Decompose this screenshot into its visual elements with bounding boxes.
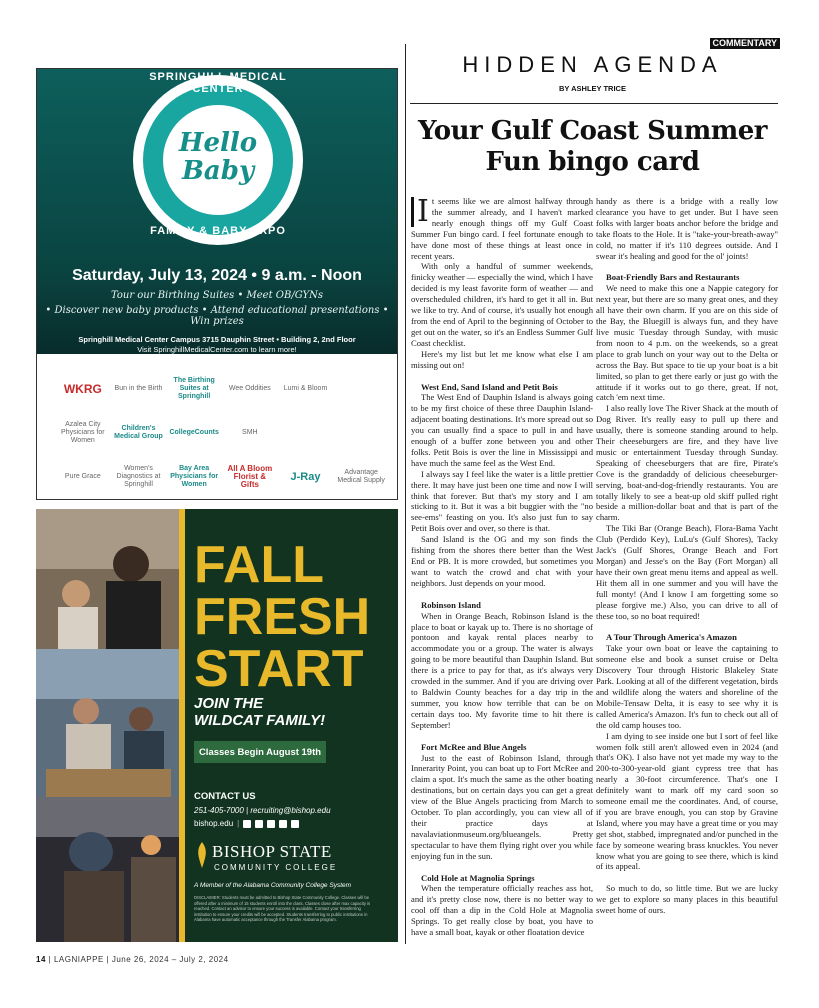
article-column-2 — [596, 196, 778, 916]
sponsor-logo: J-Ray — [290, 471, 321, 483]
contact-phone-email[interactable]: 251-405-7000 | recruiting@bishop.edu — [194, 806, 331, 815]
paragraph: So much to do, so little time. But we are lucky we get to explore so many places in this beautiful sweet home of ours. — [596, 883, 778, 916]
byline: BY ASHLEY TRICE — [559, 84, 626, 93]
headline-start: START — [194, 640, 364, 698]
paragraph: I also really love The River Shack at the mouth of Dog River. It's really easy to pull up there and usually, there is someone standing around to help. Their cheeseburgers are fire, and they have live music or entertainment Tuesday through Sunday. Speaking of cheeseburgers that are fire, Pirate's Cove is the grandaddy of delicious cheeseburger-serving, boat-and-dog-friendly restaurants. You are totally likely to see a beat-up old skiff pulled right beside a million-dollar boat and that is part of the charm. — [596, 403, 778, 523]
linkedin-icon[interactable] — [291, 820, 299, 828]
headline-line-2: Fun bingo card — [485, 147, 700, 177]
sponsor-logo: The Birthing Suites at Springhill — [173, 377, 215, 400]
column-name: HIDDEN AGENDA — [462, 52, 723, 77]
hello-baby-logo — [163, 129, 273, 185]
badge-title: SPRINGHILL MEDICAL CENTER — [149, 71, 287, 95]
website-link[interactable]: bishop.edu — [194, 819, 234, 828]
photo-welding — [36, 797, 179, 942]
photo-workshop — [36, 649, 179, 797]
spacer — [596, 872, 778, 883]
sponsor-logo: Wee Oddities — [228, 385, 271, 392]
contact-heading: CONTACT US — [194, 791, 256, 802]
paragraph: I always say I feel like the water is a little prettier there. It may have just been one time and now I will think that forever. But that's my story and I am sticking to it. But it was a bit buggier with the "no see-ems" feasting on you. It's also just fun to say Petit Bois over and over, so there is that. — [411, 468, 593, 534]
subhead: Cold Hole at Magnolia Springs — [421, 872, 535, 883]
paragraph: Sand Island is the OG and my son finds the fishing from the shores there better than the West End or PB. It is more crowded, but sometimes you want to watch the crowd and chat with your neighbors. Just depends on your mood. — [411, 534, 593, 588]
springhill-expo-ad[interactable] — [36, 68, 398, 500]
event-line-1: Tour our Birthing Suites • Meet OB/GYNs — [110, 290, 324, 301]
headline-line-1: Your Gulf Coast Summer — [417, 116, 768, 146]
subhead: Boat-Friendly Bars and Restaurants — [606, 272, 740, 283]
sponsor-logo: Pure Grace — [64, 473, 101, 480]
paragraph: When the temperature officially reaches ass hot, and it's pretty close now, there is no better way to cool off than a dip in the Cold Hole at Magnolia Springs. To get really close by boat, you have to have a small boat, kayak or other floatation device — [411, 883, 593, 938]
photo-cosmetology — [36, 509, 179, 649]
classes-begin-button[interactable]: Classes Begin August 19th — [194, 741, 326, 763]
sponsor-logo: Advantage Medical Supply — [337, 469, 385, 484]
paragraph: Just to the east of Robinson Island, through Innerarity Point, you can boat up to Fort McRee and claim a spot. It's much the same as the other boating destinations, but on certain days you can get a great view of the Blue Angels practicing from March to October. To plan accordingly, you can view all of their practice days at navalaviationmuseum.org/blueangels. Pretty spectacular to have them flying right over you while enjoying fun in the sun. — [411, 752, 593, 861]
page-footer: 14 | LAGNIAPPE | June 26, 2024 – July 2, 2024 — [36, 955, 229, 964]
event-address: Springhill Medical Center Campus 3715 Dauphin Street • Building 2, 2nd Floor — [78, 335, 356, 344]
paragraph: With only a handful of summer weekends, finicky weather — especially the wind, which I have decided is my least favorite form of weather — and overscheduled children, it's hard to get it all in. But we like to try. And of course, it's usually hot enough from the end of April to the beginning of October to get out on the water, so it's an Endless Summer Gulf Coast checklist. — [411, 261, 593, 348]
header-rule — [410, 103, 778, 104]
paragraph: The West End of Dauphin Island is always going to be my first choice of these three Dauphin Island-adjacent boating destinations. It's more spread out so you can usually find a space to pull in and have enough of a buffer zone between you and other folks. Petit Bois is over the line in Mississippi and have much the same feel as the West End. — [411, 392, 593, 468]
sponsor-logo: Azalea City Physicians for Women — [61, 421, 105, 444]
subhead: Robinson Island — [421, 599, 481, 610]
section-label: COMMENTARY — [710, 38, 781, 49]
student-photos — [36, 509, 179, 942]
sponsor-logo — [335, 413, 387, 453]
x-icon[interactable] — [267, 820, 275, 828]
paragraph: We need to make this one a Nappie category for next year, but there are so many great ones, and they all have their own charm. If you are on this side of the Bay, the Bluegill is always fun, and they have live music Tuesday through Sunday, with music from noon to 4 p.m. on the weekends, so a great place to grab lunch on your way out to the Delta or across the Bay. But space to tie up your boat is a bit limited, so plan to get there early or just go with the attitude if it works out to go there, great. If not, catch 'em next time. — [596, 283, 778, 403]
publication-name: LAGNIAPPE — [53, 955, 104, 964]
paragraph: Take your own boat or leave the captaining to someone else and book a sunset cruise or Delta Discovery Tour through Historic Blakeley State Park. Looking at all of the different vegetation, birds and wildlife along the waters and shoreline of the Mobile-Tensaw Delta, it is easy to see why it is called America's Amazon. It's fun to check out all of the old camp houses too. — [596, 643, 778, 730]
headline — [194, 536, 371, 698]
headline-fresh: FRESH — [194, 588, 371, 646]
event-line-2: • Discover new baby products • Attend educational presentations • Win prizes — [45, 305, 389, 327]
hello-text: Hello — [178, 128, 258, 158]
sponsor-logo: Women's Diagnostics at Springhill — [116, 465, 161, 488]
paragraph: Here's my list but let me know what else I am missing out on! — [411, 348, 593, 370]
subhead: Fort McRee and Blue Angels — [421, 741, 527, 752]
paragraph: The Tiki Bar (Orange Beach), Flora-Bama Yacht Club (Perdido Key), LuLu's (Gulf Shores), Tacky Jack's (Gulf Shores, Orange Beach and Fort Morgan) and Jesse's on the Bay (Fort Morgan) all have their own great menu items and appeal as well. Hit them all in one summer and you will have the full monty! (And I know I am forgetting some so please forgive me.) Also, you can drive to all of these too, so no boat required! — [596, 523, 778, 621]
sponsor-logos — [57, 369, 387, 497]
paragraph-text: t seems like we are almost halfway through the summer already, and I haven't marked nearly enough things off my Gulf Coast Summer Fun bingo card. I feel fortunate enough to have done most of these things at least once in recent years. — [411, 196, 593, 261]
sponsor-logo — [335, 369, 387, 409]
sponsor-logo: Bay Area Physicians for Women — [170, 465, 219, 488]
sponsor-logo: Lumi & Bloom — [283, 385, 328, 392]
paragraph: When in Orange Beach, Robinson Island is the place to boat or kayak up to. There is no shortage of pontoon and kayak rental places nearby to accommodate you or a group. The water is always going to be more beautiful than Dauphin Island. But there is a price to pay for that, as it's always very crowded in the summer. And if you are driving over to Baldwin County beaches for a day trip in the summer, you know how terrible that can be on certain days too. My favorite time to hit there is September! — [411, 610, 593, 730]
sponsor-logo: WKRG — [63, 382, 102, 396]
college-name: BISHOP STATE — [212, 842, 332, 861]
page-number: 14 — [36, 955, 46, 964]
sponsor-logo — [280, 413, 332, 453]
drop-cap: I — [411, 197, 429, 227]
column-divider — [405, 44, 406, 944]
baby-text: Baby — [181, 156, 255, 186]
sponsor-logo: Bun in the Birth — [114, 385, 163, 392]
headline-fall: FALL — [194, 536, 324, 594]
paragraph: I am dying to see inside one but I sort of feel like women folk still aren't allowed even in 2024 (and that's OK). I also have not yet made my way to the 200-to-300-year-old giant cypress tree that has nearly a 30-foot circumference. That's one I definitely want to mark off my card soon so someone email me the coordinates. And, of course, if you are brave enough, you can stop by Gravine Island, where you may have a great time or you may get shot, stabbed, impregnated and/or punched in the face by someone wearing brass knuckles. You never know what you are going to see there, which is kind of its appeal. — [596, 730, 778, 872]
join-tagline — [194, 695, 325, 729]
bishop-flame-icon — [194, 842, 210, 868]
sponsor-logo: Children's Medical Group — [114, 425, 163, 440]
sponsor-logo: SMH — [242, 429, 258, 436]
event-date: Saturday, July 13, 2024 • 9 a.m. - Noon — [72, 267, 362, 284]
sponsor-logo: CollegeCounts — [169, 429, 219, 436]
member-note: A Member of the Alabama Community College System — [194, 882, 352, 889]
sponsor-logo: All A Bloom Florist & Gifts — [227, 464, 273, 489]
disclaimer: DISCLAIMER: Students must be admitted to Bishop State Community College. Classes will be offered after a minimum of 15 students enroll into the class. Classes close after max capacity is reached. Contact an advisor to ensure your success is available. Contact your transferring institution to ensure your credits will be accepted. Students transferring to public institutions in Alabama have automatic acceptance through the Transfer Alabama program. — [194, 895, 371, 922]
join-line-2: WILDCAT FAMILY! — [194, 712, 326, 729]
badge-subtitle: FAMILY & BABY EXPO — [150, 225, 286, 237]
bishop-state-ad[interactable] — [36, 509, 398, 942]
subhead: West End, Sand Island and Petit Bois — [421, 381, 558, 392]
youtube-icon[interactable] — [279, 820, 287, 828]
event-url[interactable]: Visit SpringhillMedicalCenter.com to learn more! — [137, 345, 297, 354]
ad-banner — [37, 69, 397, 354]
accent-stripe — [179, 509, 185, 942]
subhead: A Tour Through America's Amazon — [606, 632, 737, 643]
instagram-icon[interactable] — [255, 820, 263, 828]
issue-dates: June 26, 2024 – July 2, 2024 — [111, 955, 229, 964]
article-column-1 — [411, 196, 593, 938]
college-subtitle: COMMUNITY COLLEGE — [214, 863, 338, 872]
paragraph: handy as there is a bridge with a really low clearance you have to get under. But I have seen folks with larger boats anchor before the bridge and take floats to the Hole. It is "take-your-breath-away" cold, no matter if it's 110 degrees outside. And I swear it's healing and good for the ol' joints! — [596, 196, 778, 261]
article-headline — [406, 116, 779, 178]
contact-web: bishop.edu | — [194, 819, 299, 828]
facebook-icon[interactable] — [243, 820, 251, 828]
join-line-1: JOIN THE — [194, 695, 264, 712]
paragraph — [411, 196, 593, 261]
